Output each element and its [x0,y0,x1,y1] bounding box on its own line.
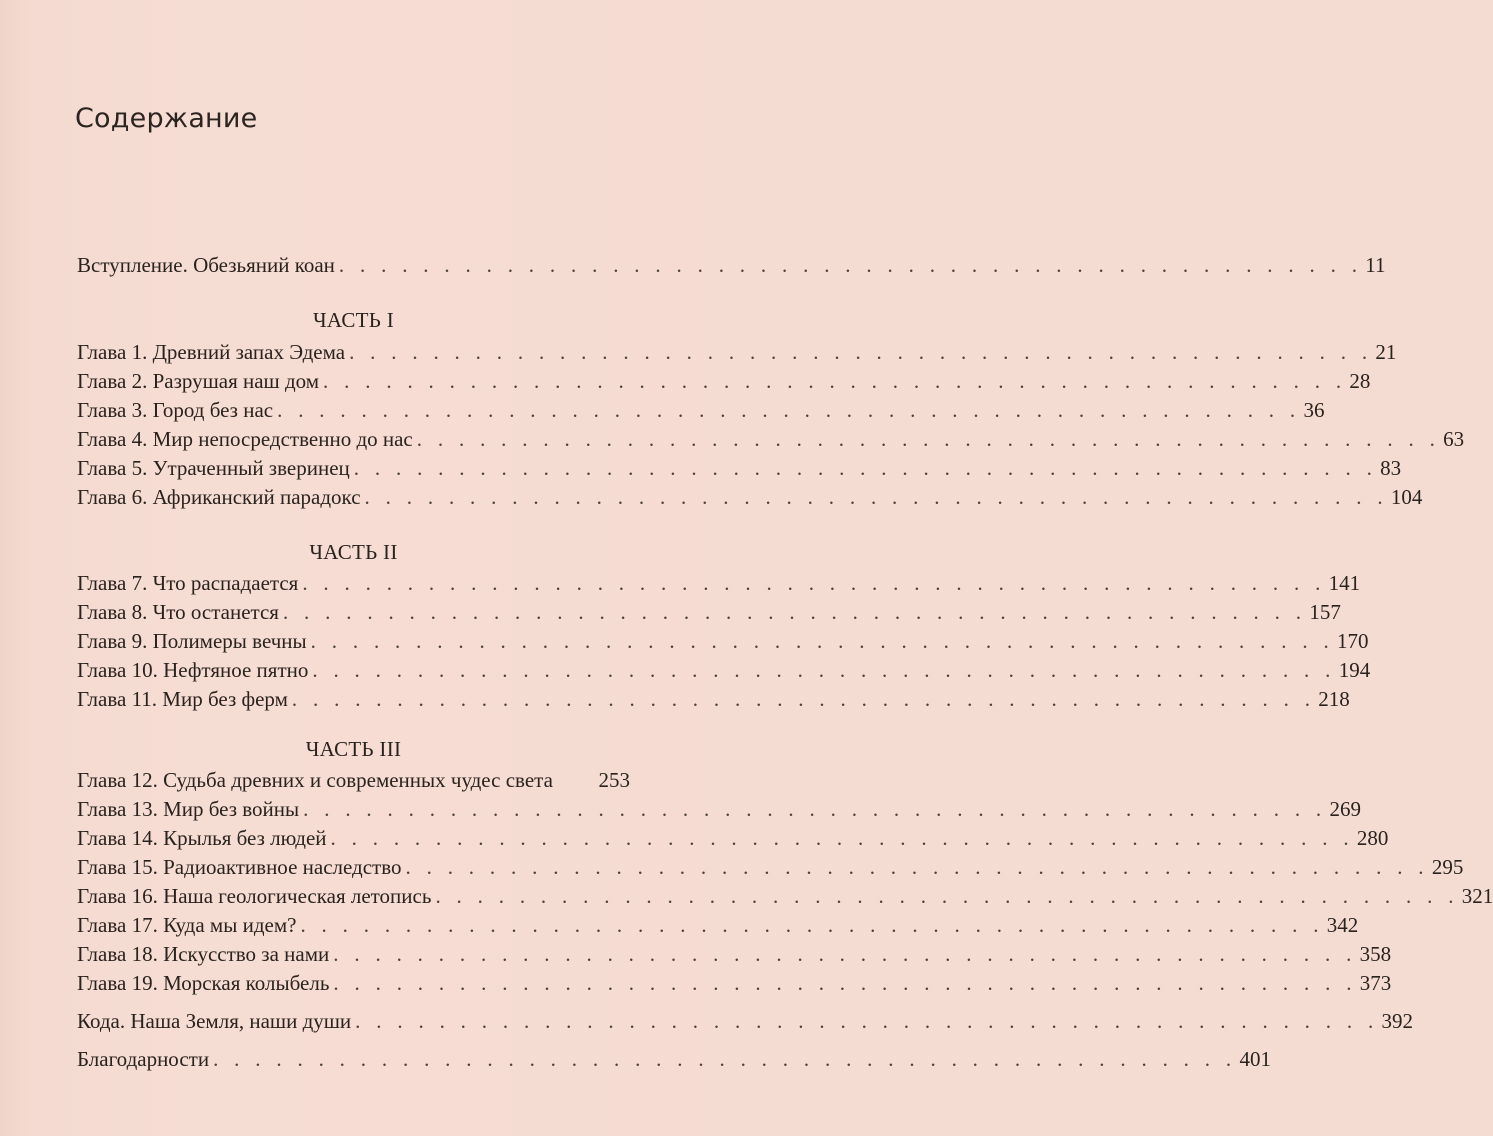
entry-page: 83 [1380,456,1402,480]
toc-entry-coda[interactable] [77,1009,1414,1035]
toc-entry-chapter[interactable] [77,797,1361,823]
entry-page: 358 [1359,942,1392,966]
entry-label: Глава 15. Радиоактивное наследство [77,855,402,879]
dot-leader: . . . . . . . . . . . . . . . . . . . . . . . . . . . . . . . . . . . . . . . . . . . . . . . . . [303,797,1327,821]
toc-entry-chapter[interactable] [77,456,1402,482]
entry-label: Глава 1. Древний запах Эдема [77,340,346,364]
entry-page: 36 [1303,398,1325,422]
entry-page: 321 [1461,884,1493,908]
toc-entry-chapter[interactable] [77,369,1371,395]
entry-page: 280 [1356,826,1389,850]
dot-leader: . . . . . . . . . . . . . . . . . . . . . . . . . . . . . . . . . . . . . . . . . . . . . . . . . [353,456,1378,480]
entry-page: 295 [1431,855,1464,879]
entry-label: Глава 2. Разрушая наш дом [77,369,320,393]
entry-page: 392 [1381,1009,1414,1033]
toc-entry-chapter[interactable] [77,913,1359,939]
entry-label: Глава 17. Куда мы идем? [77,913,297,937]
dot-leader: . . . . . . . . . . . . . . . . . . . . . . . . . . . . . . . . . . . . . . . . . . . . . . . . . [333,942,1357,966]
dot-leader: . . . . . . . . . . . . . . . . . . . . . . . . . . . . . . . . . . . . . . . . . . . . . . . . . [333,971,1357,995]
toc-entry-chapter[interactable] [77,884,1493,910]
part-heading-1: ЧАСТЬ I [312,308,394,332]
toc-entry-intro[interactable] [77,253,1386,279]
entry-page: 21 [1375,340,1397,364]
entry-page: 157 [1309,600,1341,624]
toc-entry-chapter[interactable] [77,629,1369,655]
entry-label: Глава 18. Искусство за нами [77,942,330,966]
dot-leader: . . . . . . . . . . . . . . . . . . . . . . . . . . . . . . . . . . . . . . . . . . . . . . . . . [364,485,1388,509]
entry-page: 194 [1338,658,1371,682]
toc-entry-chapter[interactable] [77,398,1325,424]
toc-entry-chapter[interactable] [77,768,630,794]
entry-label: Глава 8. Что останется [77,600,279,624]
entry-page: 11 [1365,253,1386,277]
toc-entry-chapter[interactable] [77,971,1392,997]
dot-leader: . . . . . . . . . . . . . . . . . . . . . . . . . . . . . . . . . . . . . . . . . . . . . . . . . [213,1047,1237,1071]
dot-leader: . . . . . . . . . . . . . . . . . . . . . . . . . . . . . . . . . . . . . . . . . . . . . . . . . [338,253,1363,277]
entry-label: Глава 19. Морская колыбель [77,971,330,995]
toc-entry-chapter[interactable] [77,855,1464,881]
dot-leader: . . . . . . . . . . . . . . . . . . . . . . . . . . . . . . . . . . . . . . . . . . . . . . . . . [355,1009,1379,1033]
entry-label: Глава 11. Мир без ферм [77,687,288,711]
dot-leader: . . . . . . . . . . . . . . . . . . . . . . . . . . . . . . . . . . . . . . . . . . . . . . . . . [277,398,1301,422]
toc-entry-chapter[interactable] [77,600,1341,626]
toc-entry-chapter[interactable] [77,687,1350,713]
entry-label: Глава 16. Наша геологическая летопись [77,884,432,908]
dot-leader: . . . . . . . . . . . . . . . . . . . . . . . . . . . . . . . . . . . . . . . . . . . . . . . . . [282,600,1307,624]
page-title: Содержание [75,103,258,134]
entry-label: Глава 12. Судьба древних и современных чудес света [77,768,553,792]
dot-leader: . . . . . . . . . . . . . . . . . . . . . . . . . . . . . . . . . . . . . . . . . . . . . . . . . [310,629,1335,653]
entry-label: Глава 13. Мир без войны [77,797,300,821]
dot-leader: . . . . . . . . . . . . . . . . . . . . . . . . . . . . . . . . . . . . . . . . . . . . . . . . . [405,855,1429,879]
toc-entry-chapter[interactable] [77,942,1392,968]
entry-page: 141 [1328,571,1361,595]
entry-label: Благодарности [77,1047,210,1071]
entry-label: Глава 7. Что распадается [77,571,299,595]
entry-label: Вступление. Обезьяний коан [77,253,335,277]
entry-page: 253 [598,768,630,792]
entry-label: Глава 10. Нефтяное пятно [77,658,309,682]
dot-leader: . . . . . . . . . . . . . . . . . . . . . . . . . . . . . . . . . . . . . . . . . . . . . . . . . [291,687,1316,711]
entry-page: 342 [1326,913,1359,937]
entry-label: Глава 5. Утраченный зверинец [77,456,350,480]
entry-page: 104 [1390,485,1423,509]
entry-page: 401 [1239,1047,1271,1071]
toc-entry-chapter[interactable] [77,485,1423,511]
toc-entry-chapter[interactable] [77,826,1389,852]
dot-leader: . . . . . . . . . . . . . . . . . . . . . . . . . . . . . . . . . . . . . . . . . . . . . . . . . [435,884,1459,908]
entry-page: 218 [1318,687,1350,711]
dot-leader: . . . . . . . . . . . . . . . . . . . . . . . . . . . . . . . . . . . . . . . . . . . . . . . . . [349,340,1373,364]
dot-leader: . . . . . . . . . . . . . . . . . . . . . . . . . . . . . . . . . . . . . . . . . . . . . . . . . [300,913,1324,937]
toc-entry-chapter[interactable] [77,571,1361,597]
entry-label: Глава 6. Африканский парадокс [77,485,361,509]
entry-page: 28 [1349,369,1371,393]
toc-entry-chapter[interactable] [77,340,1397,366]
dot-leader: . . . . . . . . . . . . . . . . . . . . . . . . . . . . . . . . . . . . . . . . . . . . . . . . . [330,826,1354,850]
toc-entry-chapter[interactable] [77,658,1371,684]
part-heading-2: ЧАСТЬ II [309,540,398,564]
entry-page: 170 [1337,629,1369,653]
entry-label: Глава 14. Крылья без людей [77,826,327,850]
entry-label: Глава 4. Мир непосредственно до нас [77,427,413,451]
part-heading-3: ЧАСТЬ III [305,737,402,761]
entry-page: 269 [1329,797,1361,821]
entry-page: 373 [1359,971,1392,995]
toc-entry-acknowledgements[interactable] [77,1047,1271,1073]
entry-label: Кода. Наша Земля, наши души [77,1009,352,1033]
dot-leader: . . . . . . . . . . . . . . . . . . . . . . . . . . . . . . . . . . . . . . . . . . . . . . . . . [323,369,1347,393]
entry-page: 63 [1443,427,1465,451]
dot-leader: . . . . . . . . . . . . . . . . . . . . . . . . . . . . . . . . . . . . . . . . . . . . . . . . . [416,427,1441,451]
dot-leader: . . . . . . . . . . . . . . . . . . . . . . . . . . . . . . . . . . . . . . . . . . . . . . . . . [312,658,1336,682]
toc-entry-chapter[interactable] [77,427,1465,453]
entry-label: Глава 9. Полимеры вечны [77,629,307,653]
entry-label: Глава 3. Город без нас [77,398,274,422]
dot-leader: . . . . . . . . . . . . . . . . . . . . . . . . . . . . . . . . . . . . . . . . . . . . . . . . . [302,571,1326,595]
